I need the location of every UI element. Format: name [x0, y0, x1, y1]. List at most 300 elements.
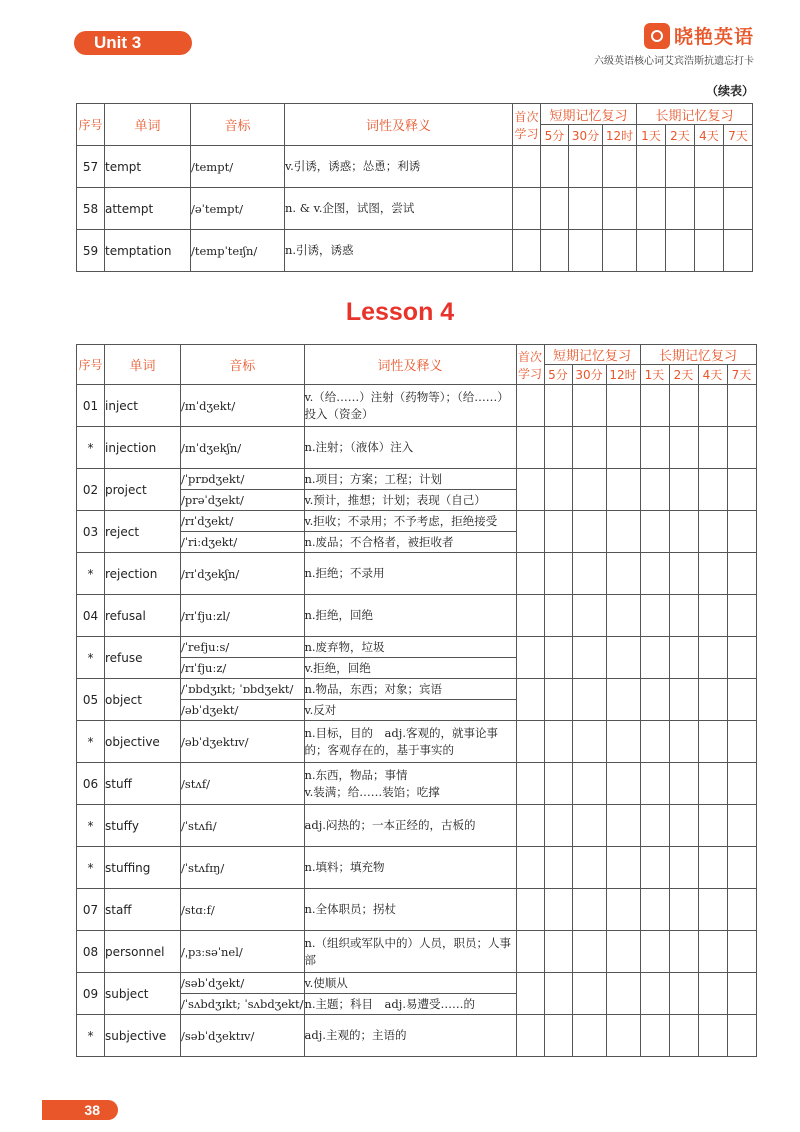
checkbox-cell[interactable]: [640, 427, 669, 469]
checkbox-cell[interactable]: [669, 931, 698, 973]
checkbox-cell[interactable]: [544, 763, 572, 805]
checkbox-cell[interactable]: [669, 1015, 698, 1057]
word-cell: refusal: [105, 595, 181, 637]
checkbox-cell[interactable]: [516, 469, 544, 511]
word-cell: object: [105, 679, 181, 721]
checkbox-cell[interactable]: [727, 595, 756, 637]
checkbox-cell[interactable]: [544, 553, 572, 595]
checkbox-cell[interactable]: [541, 188, 569, 230]
checkbox-cell[interactable]: [695, 230, 724, 272]
phonetic-cell: /əbˈdʒekt/: [181, 700, 305, 721]
definition-cell: [304, 637, 516, 658]
word-cell: temptation: [105, 230, 191, 272]
continued-label: （续表）: [705, 84, 754, 98]
phonetic-cell: /ɪnˈdʒekʃn/: [181, 427, 305, 469]
checkbox-cell[interactable]: [698, 889, 727, 931]
checkbox-cell[interactable]: [640, 1015, 669, 1057]
checkbox-cell[interactable]: [544, 637, 572, 679]
header-phonetic: 音标: [181, 345, 305, 385]
word-index: 01: [77, 385, 105, 427]
checkbox-cell[interactable]: [516, 595, 544, 637]
checkbox-cell[interactable]: [572, 973, 606, 1015]
checkbox-cell[interactable]: [572, 931, 606, 973]
checkbox-cell[interactable]: [698, 931, 727, 973]
checkbox-cell[interactable]: [606, 595, 640, 637]
definition-text: n.全体职员；拐杖: [304, 902, 397, 916]
definition-cell: [304, 763, 516, 805]
checkbox-cell[interactable]: [669, 553, 698, 595]
checkbox-cell[interactable]: [727, 889, 756, 931]
header-interval: 4天: [698, 365, 727, 385]
word-index: *: [77, 805, 105, 847]
phonetic-cell: /rɪˈfjuːz/: [181, 658, 305, 679]
table-row: [77, 973, 757, 994]
word-cell: staff: [105, 889, 181, 931]
word-index: *: [77, 1015, 105, 1057]
checkbox-cell[interactable]: [516, 847, 544, 889]
checkbox-cell[interactable]: [606, 679, 640, 721]
checkbox-cell[interactable]: [669, 763, 698, 805]
table-row: [77, 721, 757, 763]
definition-cell: [285, 146, 513, 188]
checkbox-cell[interactable]: [727, 805, 756, 847]
word-index: 08: [77, 931, 105, 973]
checkbox-cell[interactable]: [516, 973, 544, 1015]
word-index: *: [77, 847, 105, 889]
checkbox-cell[interactable]: [569, 146, 603, 188]
table-row: [77, 595, 757, 637]
checkbox-cell[interactable]: [606, 553, 640, 595]
checkbox-cell[interactable]: [727, 721, 756, 763]
vocab-table-lesson: [76, 344, 757, 1057]
checkbox-cell[interactable]: [544, 889, 572, 931]
checkbox-cell[interactable]: [516, 889, 544, 931]
checkbox-cell[interactable]: [569, 230, 603, 272]
definition-cell: [304, 490, 516, 511]
checkbox-cell[interactable]: [516, 721, 544, 763]
checkbox-cell[interactable]: [640, 511, 669, 553]
header-index: 序号: [77, 104, 105, 146]
definition-text: v.拒绝，回绝: [304, 660, 371, 675]
table-row: [77, 188, 753, 230]
word-cell: reject: [105, 511, 181, 553]
word-cell: stuffing: [105, 847, 181, 889]
table-row: [77, 931, 757, 973]
phonetic-cell: /səbˈdʒektɪv/: [181, 1015, 305, 1057]
table-row: [77, 385, 757, 427]
checkbox-cell[interactable]: [544, 595, 572, 637]
checkbox-cell[interactable]: [516, 427, 544, 469]
phonetic-cell: /stɑːf/: [181, 889, 305, 931]
definition-text: n.注射；（液体）注入: [304, 440, 414, 454]
checkbox-cell[interactable]: [669, 385, 698, 427]
phonetic-cell: /səbˈdʒekt/: [181, 973, 305, 994]
header-word: 单词: [105, 104, 191, 146]
header-phonetic: 音标: [191, 104, 285, 146]
checkbox-cell[interactable]: [606, 469, 640, 511]
checkbox-cell[interactable]: [724, 188, 753, 230]
checkbox-cell[interactable]: [669, 427, 698, 469]
checkbox-cell[interactable]: [698, 679, 727, 721]
checkbox-cell[interactable]: [544, 511, 572, 553]
checkbox-cell[interactable]: [606, 931, 640, 973]
header-word: 单词: [105, 345, 181, 385]
checkbox-cell[interactable]: [572, 385, 606, 427]
checkbox-cell[interactable]: [606, 973, 640, 1015]
header-first-study: 首次学习: [513, 104, 541, 146]
definition-text: v.拒收；不录用；不予考虑，拒绝接受: [304, 513, 498, 528]
header-interval: 2天: [666, 125, 695, 146]
checkbox-cell[interactable]: [606, 511, 640, 553]
phonetic-cell: /ˈstʌfɪŋ/: [181, 847, 305, 889]
definition-text: n.废品；不合格者，被拒收者: [304, 534, 454, 549]
unit-badge: Unit 3: [74, 31, 192, 55]
checkbox-cell[interactable]: [572, 679, 606, 721]
checkbox-cell[interactable]: [572, 805, 606, 847]
header-interval: 7天: [724, 125, 753, 146]
checkbox-cell[interactable]: [572, 763, 606, 805]
word-index: 04: [77, 595, 105, 637]
table-row: [77, 679, 757, 700]
checkbox-cell[interactable]: [603, 146, 637, 188]
checkbox-cell[interactable]: [640, 931, 669, 973]
checkbox-cell[interactable]: [727, 637, 756, 679]
checkbox-cell[interactable]: [606, 1015, 640, 1057]
checkbox-cell[interactable]: [727, 385, 756, 427]
checkbox-cell[interactable]: [637, 230, 666, 272]
definition-text: adj.闷热的；一本正经的，古板的: [304, 818, 476, 832]
header-interval: 7天: [727, 365, 756, 385]
definition-cell: [304, 994, 516, 1015]
checkbox-cell[interactable]: [572, 847, 606, 889]
word-cell: personnel: [105, 931, 181, 973]
definition-text: n.东西，物品；事情: [304, 767, 408, 782]
word-cell: subjective: [105, 1015, 181, 1057]
header-definition: 词性及释义: [285, 104, 513, 146]
checkbox-cell[interactable]: [727, 1015, 756, 1057]
phonetic-cell: /əbˈdʒektɪv/: [181, 721, 305, 763]
table-row: [77, 469, 757, 490]
word-cell: stuff: [105, 763, 181, 805]
phonetic-cell: /ˈɒbdʒɪkt; ˈɒbdʒekt/: [181, 679, 305, 700]
word-index: *: [77, 553, 105, 595]
checkbox-cell[interactable]: [698, 847, 727, 889]
checkbox-cell[interactable]: [606, 889, 640, 931]
header-long-review: 长期记忆复习: [637, 104, 753, 125]
checkbox-cell[interactable]: [572, 637, 606, 679]
word-index: *: [77, 637, 105, 679]
checkbox-cell[interactable]: [640, 637, 669, 679]
definition-cell: [304, 931, 516, 973]
checkbox-cell[interactable]: [727, 931, 756, 973]
definition-text: n.拒绝，回绝: [304, 608, 374, 622]
checkbox-cell[interactable]: [637, 146, 666, 188]
checkbox-cell[interactable]: [572, 595, 606, 637]
word-cell: subject: [105, 973, 181, 1015]
checkbox-cell[interactable]: [727, 763, 756, 805]
checkbox-cell[interactable]: [544, 1015, 572, 1057]
header-interval: 5分: [544, 365, 572, 385]
checkbox-cell[interactable]: [669, 469, 698, 511]
header-interval: 30分: [572, 365, 606, 385]
vocab-table-continued: [76, 103, 753, 272]
checkbox-cell[interactable]: [544, 973, 572, 1015]
checkbox-cell[interactable]: [637, 188, 666, 230]
word-index: 58: [77, 188, 105, 230]
word-cell: objective: [105, 721, 181, 763]
definition-text: v.预计，推想；计划；表现（自己）: [304, 492, 486, 507]
checkbox-cell[interactable]: [544, 721, 572, 763]
table-row: [77, 889, 757, 931]
definition-cell: [304, 721, 516, 763]
checkbox-cell[interactable]: [666, 230, 695, 272]
checkbox-cell[interactable]: [666, 188, 695, 230]
definition-cell: [304, 889, 516, 931]
header-interval: 12时: [606, 365, 640, 385]
checkbox-cell[interactable]: [606, 385, 640, 427]
checkbox-cell[interactable]: [606, 805, 640, 847]
definition-text: n.废弃物，垃圾: [304, 639, 385, 654]
definition-cell: [304, 553, 516, 595]
checkbox-cell[interactable]: [727, 973, 756, 1015]
definition-text: v.（给……）注射（药物等）；（给……）投入（资金）: [304, 389, 509, 421]
checkbox-cell[interactable]: [544, 805, 572, 847]
checkbox-cell[interactable]: [572, 427, 606, 469]
definition-cell: [304, 700, 516, 721]
definition-cell: [285, 188, 513, 230]
phonetic-cell: /stʌf/: [181, 763, 305, 805]
checkbox-cell[interactable]: [606, 721, 640, 763]
word-index: 57: [77, 146, 105, 188]
definition-text: v.反对: [304, 702, 337, 717]
checkbox-cell[interactable]: [640, 889, 669, 931]
checkbox-cell[interactable]: [695, 188, 724, 230]
word-index: *: [77, 427, 105, 469]
checkbox-cell[interactable]: [640, 805, 669, 847]
definition-text: adj.主观的；主语的: [304, 1028, 407, 1042]
header-interval: 4天: [695, 125, 724, 146]
definition-cell: [304, 511, 516, 532]
definition-text: n.填料；填充物: [304, 860, 385, 874]
definition-text: n.主题；科目 adj.易遭受……的: [304, 996, 475, 1011]
checkbox-cell[interactable]: [516, 931, 544, 973]
phonetic-cell: /ˈsʌbdʒɪkt; ˈsʌbdʒekt/: [181, 994, 305, 1015]
word-cell: inject: [105, 385, 181, 427]
header-index: 序号: [77, 345, 105, 385]
checkbox-cell[interactable]: [669, 511, 698, 553]
definition-cell: [304, 1015, 516, 1057]
table-row: [77, 847, 757, 889]
table-row: [77, 553, 757, 595]
checkbox-cell[interactable]: [572, 721, 606, 763]
checkbox-cell[interactable]: [698, 1015, 727, 1057]
table-row: [77, 230, 753, 272]
checkbox-cell[interactable]: [513, 188, 541, 230]
checkbox-cell[interactable]: [516, 511, 544, 553]
word-index: 05: [77, 679, 105, 721]
checkbox-cell[interactable]: [544, 931, 572, 973]
checkbox-cell[interactable]: [516, 637, 544, 679]
checkbox-cell[interactable]: [669, 805, 698, 847]
checkbox-cell[interactable]: [698, 637, 727, 679]
phonetic-cell: /əˈtempt/: [191, 188, 285, 230]
table-row: [77, 511, 757, 532]
checkbox-cell[interactable]: [727, 427, 756, 469]
checkbox-cell[interactable]: [724, 146, 753, 188]
header-interval: 1天: [640, 365, 669, 385]
checkbox-cell[interactable]: [541, 146, 569, 188]
checkbox-cell[interactable]: [572, 1015, 606, 1057]
definition-cell: [304, 385, 516, 427]
header-first-study: 首次学习: [516, 345, 544, 385]
checkbox-cell[interactable]: [544, 847, 572, 889]
checkbox-cell[interactable]: [669, 847, 698, 889]
checkbox-cell[interactable]: [516, 679, 544, 721]
phonetic-cell: /ˈrefjuːs/: [181, 637, 305, 658]
definition-cell: [304, 658, 516, 679]
checkbox-cell[interactable]: [695, 146, 724, 188]
table-row: [77, 637, 757, 658]
checkbox-cell[interactable]: [603, 230, 637, 272]
checkbox-cell[interactable]: [541, 230, 569, 272]
checkbox-cell[interactable]: [698, 385, 727, 427]
header-interval: 2天: [669, 365, 698, 385]
checkbox-cell[interactable]: [640, 469, 669, 511]
checkbox-cell[interactable]: [698, 721, 727, 763]
definition-text: n.（组织或军队中的）人员，职员；人事部: [304, 935, 512, 967]
definition-text: n.物品，东西；对象；宾语: [304, 681, 443, 696]
checkbox-cell[interactable]: [544, 427, 572, 469]
checkbox-cell[interactable]: [698, 595, 727, 637]
checkbox-cell[interactable]: [698, 511, 727, 553]
checkbox-cell[interactable]: [727, 511, 756, 553]
checkbox-cell[interactable]: [669, 679, 698, 721]
checkbox-cell[interactable]: [669, 637, 698, 679]
word-cell: refuse: [105, 637, 181, 679]
checkbox-cell[interactable]: [544, 679, 572, 721]
checkbox-cell[interactable]: [544, 469, 572, 511]
checkbox-cell[interactable]: [640, 721, 669, 763]
brand-subtitle: 六级英语核心词艾宾浩斯抗遗忘打卡: [594, 56, 754, 67]
phonetic-cell: /rɪˈdʒekt/: [181, 511, 305, 532]
word-index: *: [77, 721, 105, 763]
checkbox-cell[interactable]: [666, 146, 695, 188]
checkbox-cell[interactable]: [640, 553, 669, 595]
checkbox-cell[interactable]: [572, 511, 606, 553]
checkbox-cell[interactable]: [516, 1015, 544, 1057]
definition-text: v.装满；给……装馅；吃撑: [304, 784, 440, 799]
brand-name: 晓艳英语: [673, 26, 754, 48]
checkbox-cell[interactable]: [640, 385, 669, 427]
checkbox-cell[interactable]: [569, 188, 603, 230]
checkbox-cell[interactable]: [727, 469, 756, 511]
word-index: 07: [77, 889, 105, 931]
word-index: 02: [77, 469, 105, 511]
definition-text: n.拒绝；不录用: [304, 566, 385, 580]
checkbox-cell[interactable]: [572, 889, 606, 931]
checkbox-cell[interactable]: [698, 973, 727, 1015]
checkbox-cell[interactable]: [544, 385, 572, 427]
phonetic-cell: /ˌpɜːsəˈnel/: [181, 931, 305, 973]
checkbox-cell[interactable]: [572, 553, 606, 595]
checkbox-cell[interactable]: [640, 973, 669, 1015]
checkbox-cell[interactable]: [669, 595, 698, 637]
checkbox-cell[interactable]: [640, 847, 669, 889]
checkbox-cell[interactable]: [516, 763, 544, 805]
header-interval: 1天: [637, 125, 666, 146]
phonetic-cell: /ɪnˈdʒekt/: [181, 385, 305, 427]
definition-text: n.项目；方案；工程；计划: [304, 471, 443, 486]
checkbox-cell[interactable]: [727, 553, 756, 595]
phonetic-cell: /ˈstʌfi/: [181, 805, 305, 847]
definition-text: n.引诱，诱惑: [285, 243, 354, 257]
checkbox-cell[interactable]: [698, 469, 727, 511]
checkbox-cell[interactable]: [513, 146, 541, 188]
checkbox-cell[interactable]: [724, 230, 753, 272]
phonetic-cell: /rɪˈfjuːzl/: [181, 595, 305, 637]
phonetic-cell: /ˈprɒdʒekt/: [181, 469, 305, 490]
checkbox-cell[interactable]: [698, 805, 727, 847]
page-number: 38: [42, 1100, 118, 1120]
table-row: [77, 427, 757, 469]
word-cell: rejection: [105, 553, 181, 595]
header-short-review: 短期记忆复习: [541, 104, 637, 125]
checkbox-cell[interactable]: [516, 385, 544, 427]
checkbox-cell[interactable]: [640, 679, 669, 721]
checkbox-cell[interactable]: [640, 595, 669, 637]
phonetic-cell: /tempˈteɪʃn/: [191, 230, 285, 272]
checkbox-cell[interactable]: [698, 427, 727, 469]
checkbox-cell[interactable]: [669, 973, 698, 1015]
definition-cell: [304, 532, 516, 553]
lesson-title: Lesson 4: [345, 298, 455, 326]
checkbox-cell[interactable]: [698, 763, 727, 805]
checkbox-cell[interactable]: [727, 847, 756, 889]
checkbox-cell[interactable]: [516, 553, 544, 595]
checkbox-cell[interactable]: [606, 427, 640, 469]
checkbox-cell[interactable]: [606, 763, 640, 805]
checkbox-cell[interactable]: [669, 889, 698, 931]
definition-text: n.目标，目的 adj.客观的，就事论事的；客观存在的，基于事实的: [304, 725, 498, 757]
table-row: [77, 146, 753, 188]
checkbox-cell[interactable]: [513, 230, 541, 272]
definition-cell: [304, 973, 516, 994]
header-interval: 5分: [541, 125, 569, 146]
checkbox-cell[interactable]: [516, 805, 544, 847]
word-index: 09: [77, 973, 105, 1015]
word-cell: stuffy: [105, 805, 181, 847]
checkbox-cell[interactable]: [606, 847, 640, 889]
word-cell: tempt: [105, 146, 191, 188]
checkbox-cell[interactable]: [669, 721, 698, 763]
definition-text: n. & v.企图，试图，尝试: [285, 201, 415, 215]
checkbox-cell[interactable]: [640, 763, 669, 805]
checkbox-cell[interactable]: [698, 553, 727, 595]
table-row: [77, 805, 757, 847]
word-index: 03: [77, 511, 105, 553]
definition-cell: [304, 469, 516, 490]
header-short-review: 短期记忆复习: [544, 345, 640, 365]
definition-cell: [304, 595, 516, 637]
checkbox-cell[interactable]: [727, 679, 756, 721]
word-index: 06: [77, 763, 105, 805]
checkbox-cell[interactable]: [606, 637, 640, 679]
header-interval: 30分: [569, 125, 603, 146]
checkbox-cell[interactable]: [603, 188, 637, 230]
checkbox-cell[interactable]: [572, 469, 606, 511]
definition-cell: [304, 679, 516, 700]
phonetic-cell: /ˈriːdʒekt/: [181, 532, 305, 553]
